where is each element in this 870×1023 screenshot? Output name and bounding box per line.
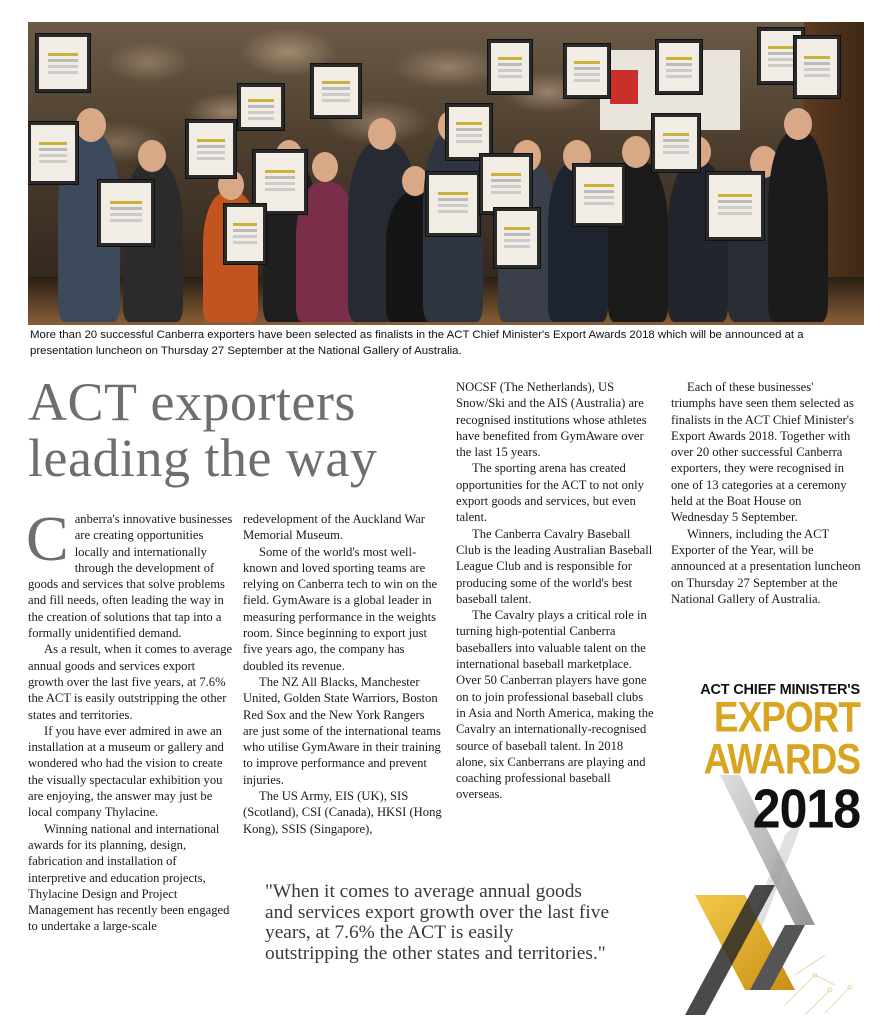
article-column-4: [671, 379, 861, 607]
awards-export-text: EXPORT: [713, 693, 860, 741]
article-paragraph: Each of these businesses' triumphs have seen them selected as finalists in the ACT Chief Minister's Export Awards 2018. Together with over 20 other successful Canberra exporters, they were recognised in one of 13 categories at a ceremony held at the Boat House on Wednesday 5 September.: [671, 380, 854, 525]
certificate: [794, 36, 840, 98]
certificate: [706, 172, 764, 240]
article-paragraph: Some of the world's most well-known and loved sporting teams are relying on Canberra tech to win on the field. GymAware is a global leader in measuring performance in the weights room. Since beginning to export just five years ago, the company has doubled its revenue.: [243, 544, 438, 673]
awards-awards-text: AWARDS: [703, 735, 860, 783]
person-head: [622, 136, 650, 168]
certificate: [564, 44, 610, 98]
certificate: [488, 40, 532, 94]
article-paragraph: The NZ All Blacks, Manchester United, Golden State Warriors, Boston Red Sox and the New York Rangers are just some of the international teams who utilise GymAware in their training to improve performance and prevent injuries.: [243, 674, 441, 787]
certificate: [98, 180, 154, 246]
export-awards-logo: [665, 680, 865, 1020]
article-column-2: [243, 511, 443, 837]
certificate: [311, 64, 361, 118]
article-paragraph: As a result, when it comes to average annual goods and services export growth over the last five years, at 7.6% the ACT is easily outstripping the other states and territories.: [28, 642, 233, 722]
person-head: [138, 140, 166, 172]
article-paragraph: The sporting arena has created opportunities for the ACT to not only export goods and services, but even talent.: [456, 461, 644, 525]
certificate: [224, 204, 266, 264]
certificate: [480, 154, 532, 214]
article-paragraph: The Canberra Cavalry Baseball Club is the leading Australian Baseball League Club and is responsible for producing some of the world's best baseball talent.: [456, 526, 653, 606]
certificate: [446, 104, 492, 160]
article-paragraph: Winning national and international awards for its planning, design, fabrication and installation of interpretive and education projects, Thylacine Design and Project Management has recently been engaged to undertake a large-scale: [28, 821, 230, 934]
photo-caption: More than 20 successful Canberra exporters have been selected as finalists in the ACT Chief Minister's Export Awards 2018 which will be announced at a presentation luncheon on Thursday 27 September at the National Gallery of Australia.: [30, 329, 804, 357]
person: [768, 132, 828, 322]
certificate: [656, 40, 702, 94]
article-headline: ACT exporters leading the way: [28, 372, 378, 488]
drop-cap: C: [26, 503, 69, 574]
pull-quote: "When it comes to average annual goods and services export growth over the last five years, at 7.6% the ACT is easily outstripping the other states and territories.": [265, 881, 610, 964]
article-column-3: [456, 379, 656, 803]
article-paragraph: redevelopment of the Auckland War Memorial Museum.: [243, 512, 425, 543]
awards-title-line: ACT CHIEF MINISTER'S: [700, 682, 860, 698]
article-paragraph: Canberra's innovative businesses are creating opportunities locally and internationally through the development of goods and services that solve problems and fill needs, often leading the way in the creation of solutions that tap into a formally unidentified demand.: [26, 503, 233, 641]
certificate: [28, 122, 78, 184]
article-paragraph: If you have ever admired in awe an installation at a museum or gallery and wondered who had the vision to create the visually spectacular exhibition you are enjoying, the answer may just be local company Thylacine.: [28, 723, 224, 820]
awards-year: 2018: [752, 777, 860, 840]
person-head: [784, 108, 812, 140]
article-paragraph: NOCSF (The Netherlands), US Snow/Ski and the AIS (Australia) are recognised institutions whose athletes have benefited from GymAware over the last 15 years.: [456, 380, 647, 460]
article-paragraph: Winners, including the ACT Exporter of the Year, will be announced at a presentation luncheon on Thursday 27 September at the National Gallery of Australia.: [671, 526, 861, 606]
certificate: [238, 84, 284, 130]
article-paragraph: The Cavalry plays a critical role in turning high-potential Canberra baseballers into valuable talent on the international baseball marketplace. Over 50 Canberran players have gone on to join professional baseball clubs in Asia and North America, making the Cavalry an internationally-recognised source of baseball talent. In 2018 alone, six Canberrans are playing and coaching professional baseball overseas.: [456, 608, 654, 802]
article-paragraph: The US Army, EIS (UK), SIS (Scotland), CSI (Canada), HKSI (Hong Kong), SSIS (Singapore),: [243, 789, 442, 836]
group-photo: [28, 22, 864, 325]
article-column-1: [26, 503, 233, 935]
certificate: [652, 114, 700, 172]
certificate: [426, 172, 480, 236]
person-head: [312, 152, 338, 182]
certificate: [36, 34, 90, 92]
person-head: [368, 118, 396, 150]
certificate: [494, 208, 540, 268]
certificate: [573, 164, 625, 226]
certificate: [186, 120, 236, 178]
person-head: [76, 108, 106, 142]
